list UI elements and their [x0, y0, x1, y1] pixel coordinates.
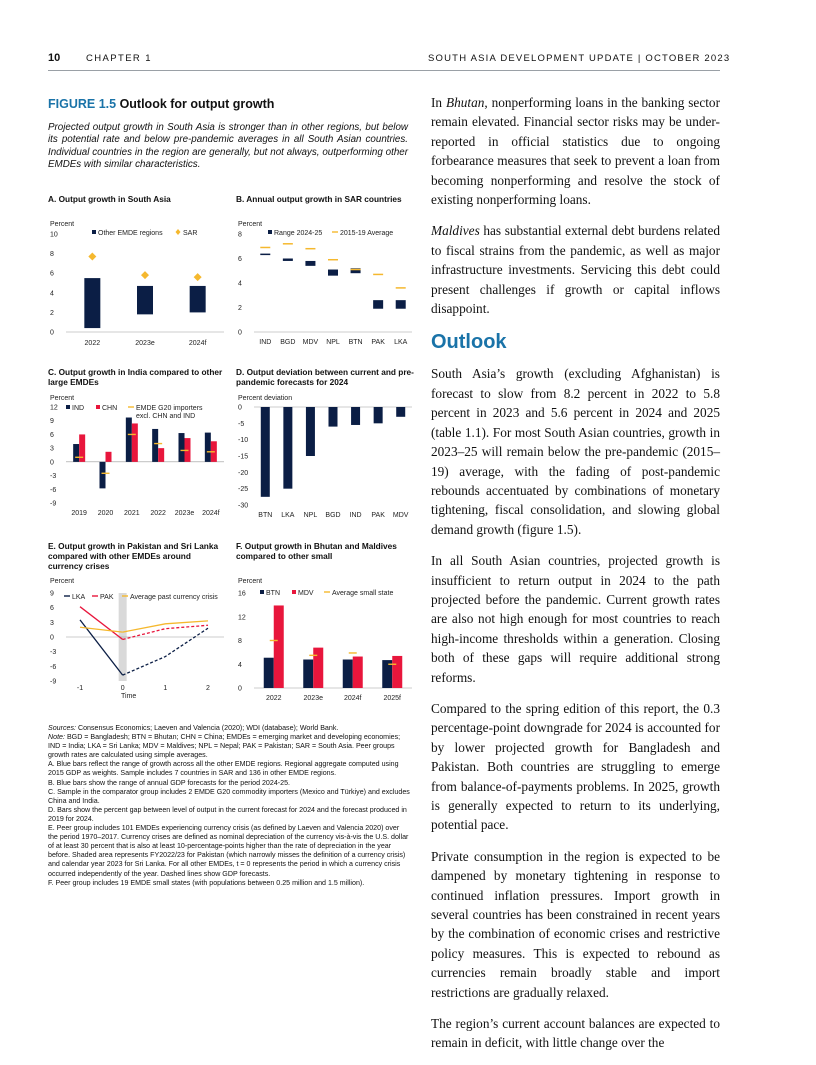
- paragraph-maldives: Maldives has substantial external debt burdens related to fiscal strains from the pandemic, as well as major infrastructure investments. Servicing this debt could present challenges if growth or capital inflows disappoint.: [431, 223, 720, 317]
- x-tick-label: PAK: [371, 339, 385, 346]
- y-axis-label: Percent: [50, 221, 75, 228]
- y-tick-label: -9: [50, 500, 57, 508]
- x-tick-label: BTN: [348, 339, 363, 346]
- legend-average-crisis-label: Average past currency crisis: [130, 594, 218, 601]
- bar-mdv: [392, 656, 402, 688]
- legend-average-label: 2015-19 Average: [340, 230, 394, 237]
- y-tick-label: 8: [50, 251, 54, 259]
- y-tick-label: -25: [238, 486, 249, 494]
- header-rule: [48, 70, 720, 71]
- bar-range-2024-25: [373, 300, 383, 309]
- paragraph-outlook-3: Compared to the spring edition of this report, the 0.3 percentage-point downgrade for 2024 is accounted for by lower projected growth for Bangladesh and Pakistan. Both countries are struggling to emerge from balance-of-payments problems. In 2025, growth is generally expected to return to its underlying, potential pace.: [431, 700, 720, 833]
- section-heading-outlook: Outlook: [431, 331, 507, 354]
- country-bhutan: Bhutan: [445, 95, 485, 110]
- y-tick-label: -20: [238, 469, 249, 477]
- bar-ind: [152, 429, 158, 462]
- panel-b-title: B. Annual output growth in SAR countries: [236, 194, 402, 204]
- y-tick-label: -6: [50, 663, 57, 671]
- figure-notes: [48, 724, 410, 888]
- note-e: E. Peer group includes 101 EMDEs experiencing currency crisis (as defined by Laeven and Valencia 2020) over the period 1970–2017. Currency crises are defined as nominal depreciation of the currency vis-à-vis the U.S. dollar of at least 30 percent that is also at least 10-percentage-points higher than the rate of depreciation in the year before. Shaded area represents FY2022/23 for Pakistan (which narrowly misses the definition of a currency crisis) and calendar year 2023 for Sri Lanka. For all other EMDEs, t = 0 represents the period in which a currency crisis occurred independently of the year. Dashed lines show GDP forecasts.: [48, 824, 409, 878]
- x-tick-label: 0: [120, 685, 125, 692]
- x-tick-label: IND: [259, 339, 272, 346]
- bar-ind: [126, 418, 132, 462]
- y-axis-label: Percent: [238, 221, 263, 228]
- x-tick-label: 2023e: [174, 510, 195, 517]
- y-tick-label: 4: [50, 290, 54, 298]
- x-tick-label: 2023e: [303, 695, 323, 702]
- chart-d: [236, 390, 414, 525]
- figure-subtitle: Projected output growth in South Asia is stronger than in other regions, but below its potential rate and below pre-pandemic averages in all South Asian countries. Individual countries in the region are generally, but not always, outperforming other EMDEs with similar characteristics.: [48, 122, 408, 171]
- y-tick-label: 9: [50, 590, 54, 598]
- marker-sar: [88, 253, 96, 261]
- panel-f-title: F. Output growth in Bhutan and Maldives compared to other small: [236, 541, 397, 561]
- y-tick-label: 16: [238, 590, 246, 598]
- line-lka-forecast: [123, 628, 208, 675]
- bar-other-emde-range: [137, 286, 153, 314]
- y-tick-label: 8: [238, 231, 242, 239]
- x-tick-label: -1: [76, 685, 84, 692]
- paragraph-outlook-5: The region’s current account balances are expected to remain in deficit, with little change over the: [431, 1016, 720, 1051]
- x-tick-label: 2024f: [202, 510, 220, 517]
- bar-ind: [73, 444, 79, 462]
- legend-btn-swatch: [260, 590, 264, 594]
- bar-output-deviation: [351, 407, 360, 425]
- legend-chn-swatch: [96, 405, 100, 409]
- note-main: Note: BGD = Bangladesh; BTN = Bhutan; CHN = China; EMDEs = emerging market and developing economies; IND = India; LKA = Sri Lanka; MDV = Maldives; NPL = Nepal; PAK = Pakistan; SAR = South Asia. Peer groups growth rates are calculated using simple averages.: [48, 733, 401, 760]
- bar-mdv: [353, 657, 363, 688]
- bar-range-2024-25: [328, 270, 338, 276]
- y-tick-label: -9: [50, 678, 57, 686]
- y-tick-label: 12: [238, 614, 246, 622]
- y-tick-label: 0: [50, 459, 54, 467]
- bar-ind: [179, 433, 185, 462]
- chart-a: [48, 215, 226, 353]
- x-tick-label: 2019: [71, 510, 87, 517]
- panel-e-title: E. Output growth in Pakistan and Sri Lanka compared with other EMDEs around currency crises: [48, 541, 219, 571]
- note-f: F. Peer group includes 19 EMDE small states (with populations between 0.25 million and 1.5 million).: [48, 878, 365, 887]
- bar-ind: [205, 433, 211, 462]
- bar-range-2024-25: [305, 261, 315, 266]
- y-tick-label: -30: [238, 502, 249, 510]
- panel-a-title: A. Output growth in South Asia: [48, 194, 171, 204]
- legend-sar-label: SAR: [183, 230, 198, 237]
- bar-mdv: [313, 648, 323, 688]
- y-axis-label: Percent deviation: [238, 395, 293, 402]
- bar-chn: [106, 452, 112, 462]
- note-a: A. Blue bars reflect the range of growth across all the other EMDE regions. Regional aggregate computed using 2015 GDP as weights. Sample includes 7 countries in SAR and 136 in other EMDE regions.: [48, 760, 399, 778]
- legend-mdv-swatch: [292, 590, 296, 594]
- legend-range-label: Range 2024-25: [274, 230, 323, 237]
- x-tick-label: 2025f: [383, 695, 402, 702]
- x-tick-label: BGD: [325, 512, 341, 519]
- figure-title: [48, 97, 274, 111]
- legend-mdv-label: MDV: [298, 590, 314, 597]
- figure-title-text: Outlook for output growth: [119, 97, 275, 111]
- bar-btn: [303, 660, 313, 689]
- legend-ind-swatch: [66, 405, 70, 409]
- y-tick-label: -6: [50, 486, 57, 494]
- y-axis-label: Percent: [50, 578, 75, 585]
- y-tick-label: 12: [50, 404, 58, 412]
- y-axis-label: Percent: [50, 395, 75, 402]
- x-tick-label: 2020: [97, 510, 114, 517]
- x-tick-label: IND: [349, 512, 362, 519]
- legend-pak-label: PAK: [100, 594, 114, 601]
- line-average-crisis-forecast: [123, 621, 208, 632]
- note-sources: Sources: Consensus Economics; Laeven and Valencia (2020); WDI (database); World Bank.: [48, 724, 339, 732]
- marker-sar: [194, 273, 202, 281]
- legend-chn-label: CHN: [102, 405, 118, 412]
- y-tick-label: 3: [50, 445, 54, 453]
- bar-output-deviation: [283, 407, 292, 489]
- y-tick-label: 0: [50, 634, 54, 642]
- y-tick-label: -3: [50, 649, 57, 657]
- x-tick-label: 2024f: [188, 340, 207, 347]
- x-tick-label: BGD: [280, 339, 296, 346]
- x-tick-label: PAK: [371, 512, 385, 519]
- paragraph-bhutan: In Bhutan, nonperforming loans in the banking sector remain elevated. Financial sector risks may be under-reported in official statistics due to ongoing forbearance measures that seek to prevent a loan from becoming nonperforming and resolve the stock of existing nonperforming loans.: [431, 95, 720, 208]
- bar-chn: [158, 448, 164, 462]
- x-tick-label: 2023e: [135, 340, 155, 347]
- bar-ind: [100, 462, 106, 489]
- y-tick-label: 3: [50, 619, 54, 627]
- y-tick-label: 10: [50, 231, 58, 239]
- y-tick-label: 6: [238, 256, 242, 263]
- x-tick-label: 2024f: [343, 695, 362, 702]
- x-tick-label: 1: [163, 685, 168, 692]
- country-maldives: Maldives: [431, 223, 480, 239]
- y-tick-label: 0: [238, 404, 242, 412]
- y-tick-label: -15: [238, 453, 249, 461]
- y-tick-label: 9: [50, 418, 54, 426]
- x-tick-label: NPL: [303, 512, 318, 519]
- paragraph-outlook-2: In all South Asian countries, projected growth is insufficient to return output in 2024 to the path projected before the pandemic. Current growth rates are also not high enough for most countries to reach high-income thresholds within a generation. Closing both of these gaps will require additional strong reforms.: [431, 553, 720, 685]
- y-tick-label: 6: [50, 431, 54, 439]
- x-tick-label: 2021: [124, 510, 140, 517]
- panel-d-title: D. Output deviation between current and pre-pandemic forecasts for 2024: [236, 367, 414, 387]
- x-tick-label: 2: [206, 685, 210, 692]
- report-title: SOUTH ASIA DEVELOPMENT UPDATE | OCTOBER 2023: [428, 53, 731, 64]
- line-pak-actual: [80, 607, 123, 640]
- y-tick-label: 2: [238, 305, 242, 312]
- chart-e: [48, 573, 226, 708]
- y-tick-label: -3: [50, 473, 57, 481]
- legend-sar-swatch: [176, 229, 181, 235]
- note-b: B. Blue bars show the range of annual GDP forecasts for the period 2024-25.: [48, 778, 290, 787]
- bar-output-deviation: [306, 407, 315, 456]
- y-tick-label: 2: [50, 309, 54, 317]
- y-tick-label: 0: [238, 329, 242, 337]
- x-tick-label: 2022: [265, 695, 282, 702]
- x-axis-label: Time: [121, 693, 137, 700]
- note-d: D. Bars show the percent gap between level of output in the current forecast for 2024 and the forecast produced in 2019 for 2024.: [48, 805, 407, 823]
- x-tick-label: BTN: [258, 512, 273, 519]
- y-tick-label: 4: [238, 280, 242, 288]
- x-tick-label: MDV: [302, 339, 319, 346]
- x-tick-label: LKA: [281, 512, 295, 519]
- bar-btn: [264, 658, 274, 688]
- chart-b: [236, 215, 414, 353]
- figure-label: FIGURE 1.5: [48, 97, 117, 111]
- bar-range-2024-25: [283, 259, 293, 261]
- paragraph-outlook-4: Private consumption in the region is expected to be dampened by monetary tightening in response to continued inflation pressures. Import growth in several countries has been constrained in recent years by the combination of economic crises and restrictive policy measures. This is expected to rebound as currencies remain broadly stable and import restrictions are gradually relaxed.: [431, 848, 720, 1000]
- legend-emde-g20-label-line2: excl. CHN and IND: [136, 413, 196, 420]
- legend-range-swatch: [268, 230, 272, 234]
- y-axis-label: Percent: [238, 578, 263, 585]
- x-tick-label: NPL: [326, 339, 340, 346]
- y-tick-label: -10: [238, 437, 249, 445]
- y-tick-label: 8: [238, 638, 242, 645]
- y-tick-label: 0: [238, 685, 242, 693]
- legend-btn-label: BTN: [266, 590, 280, 597]
- page-number: 10: [48, 52, 61, 64]
- bar-chn: [132, 423, 138, 461]
- x-tick-label: 2022: [150, 510, 166, 517]
- y-tick-label: 4: [238, 661, 242, 669]
- chart-c: [48, 390, 226, 525]
- y-tick-label: 6: [50, 605, 54, 613]
- panel-c-title: C. Output growth in India compared to other large EMDEs: [48, 367, 223, 387]
- paragraph-outlook-1: South Asia’s growth (excluding Afghanistan) is forecast to slow from 8.2 percent in 2022 to 5.8 percent in 2023 and 5.6 percent in 2024 and 2025 (table 1.1). For most South Asian countries, growth in 2023–25 will remain below the pre-pandemic (2015–19) average, with the fading of post-pandemic rebounds accentuated by combinations of monetary tightening, fiscal consolidation, and slowing global demand growth (figure 1.5).: [431, 366, 720, 537]
- y-tick-label: 6: [50, 270, 54, 278]
- bar-output-deviation: [396, 407, 405, 417]
- bar-btn: [343, 660, 353, 689]
- bar-range-2024-25: [260, 254, 270, 256]
- bar-other-emde-range: [190, 286, 206, 312]
- y-tick-label: -5: [238, 420, 245, 428]
- bar-output-deviation: [261, 407, 270, 497]
- legend-emde-g20-label: EMDE G20 importers: [136, 405, 203, 412]
- marker-sar: [141, 271, 149, 279]
- bar-range-2024-25: [396, 300, 406, 309]
- line-average-crisis-actual: [80, 627, 123, 632]
- bar-other-emde-range: [84, 278, 100, 328]
- body-column: [431, 93, 720, 1065]
- bar-output-deviation: [374, 407, 383, 423]
- x-tick-label: LKA: [394, 339, 408, 346]
- legend-other-emde-swatch: [92, 230, 96, 234]
- x-tick-label: MDV: [392, 512, 409, 519]
- legend-average-small-label: Average small state: [332, 590, 394, 597]
- y-tick-label: 0: [50, 329, 54, 337]
- chart-f: [236, 573, 414, 708]
- legend-other-emde-label: Other EMDE regions: [98, 230, 163, 237]
- chapter-label: CHAPTER 1: [86, 53, 152, 64]
- legend-ind-label: IND: [72, 405, 85, 412]
- x-tick-label: 2022: [84, 340, 101, 347]
- bar-mdv: [274, 605, 284, 688]
- legend-lka-label: LKA: [72, 594, 86, 601]
- bar-output-deviation: [329, 407, 338, 427]
- note-c: C. Sample in the comparator group includes 2 EMDE G20 commodity importers (Mexico and Türkiye) and excludes China and India.: [48, 787, 410, 805]
